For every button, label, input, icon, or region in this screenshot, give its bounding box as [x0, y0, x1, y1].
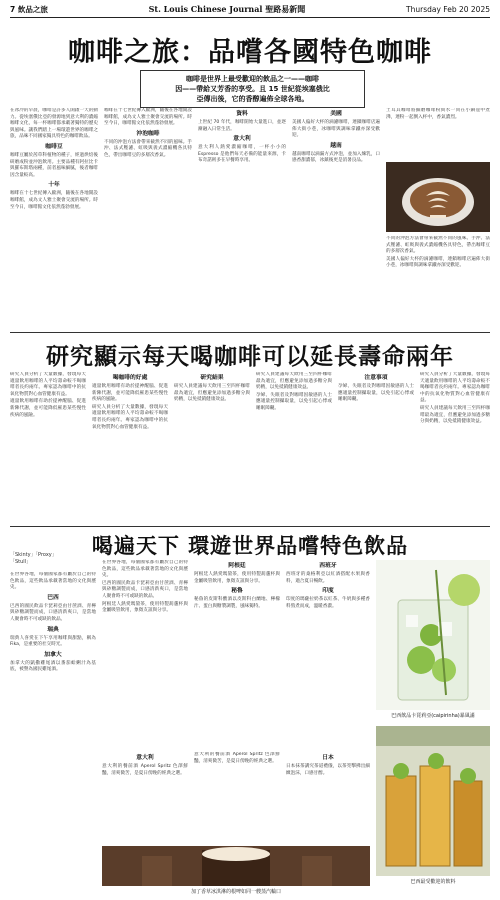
brazil-drinks-image: [376, 726, 490, 876]
subheading: 日本: [322, 755, 334, 761]
subheading: 印度: [322, 588, 334, 595]
paragraph: 意大利的餐前酒 Aperol Spritz 色澤鮮豔，清爽微苦，是夏日傍晚的經典之選。: [102, 764, 188, 776]
paragraph: 意大利的餐前酒 Aperol Spritz 色澤鮮豔，清爽微苦，是夏日傍晚的經典之選。: [194, 752, 280, 764]
subheading: 越南: [330, 142, 342, 149]
paragraph: 咖啡在十七世紀傳入歐洲，隨後在各地開設咖啡館，成為文人雅士聚會交流的場所。時至今日，咖啡館文化依然蓬勃發展。: [10, 191, 98, 210]
paragraph: 日本抹茶講究茶道禮儀，以茶筅擊拂出細緻泡沫，口感甘醇。: [286, 764, 370, 776]
subheading: 阿根廷: [228, 563, 246, 569]
subheading: 注意事項: [364, 375, 388, 381]
paragraph: 咖啡豆屬於茜草科植物的種子，經過烘焙後研磨成粉並沖泡飲用。主要品種有阿拉比卡與羅布斯塔兩種，前者風味細膩，後者咖啡因含量較高。: [10, 152, 98, 178]
subheading: 喝咖啡的好處: [112, 375, 148, 381]
paragraph: 西班牙的桑格利亞以紅酒搭配水果與香料，適合夏日暢飲。: [286, 572, 370, 584]
subheading: 咖啡豆: [45, 143, 63, 150]
subheading: 瑞典: [47, 626, 59, 633]
paragraph: 不同的沖泡方法會帶來截然不同的風味。手沖、法式壓濾、虹吸與義式濃縮機各具特色，帶出咖啡豆的多層次香氣。: [386, 236, 490, 255]
subheading: 巴西: [47, 594, 59, 601]
article3-column-1: [10, 572, 96, 890]
article2-column-4: [256, 372, 332, 522]
section-divider: [10, 526, 490, 527]
root-beer-image: [102, 846, 370, 886]
paragraph: 在世界各地，每個國家都有屬於自己的特色飲品，這些飲品承載著當地的文化與歷史。: [102, 560, 188, 579]
subheading: 意大利: [136, 755, 154, 761]
paragraph: 在冰冷的早晨，咖啡是許多人開啟一天的動力。從埃塞俄比亞的發源地到意大利的濃縮咖啡文化，每一杯咖啡都承載著獨特的歷史與風味。讓我們踏上一場環遊世界的咖啡之旅，品味不同國家獨具特色的咖啡飲品。: [10, 108, 98, 140]
paragraph: 研究人員建議每天飲用三至四杯咖啡最為適宜，但應避免添加過多糖分與奶精，以免抵銷健康效益。: [174, 384, 250, 403]
article3-column-2-bottom: [102, 752, 188, 842]
paragraph: 上世紀 70 年代，咖啡開始大量進口，並逐漸融入日常生活。: [198, 120, 286, 132]
article1-column-5-top: [386, 108, 490, 160]
subheading: 西班牙: [319, 563, 337, 569]
article1-column-1: [10, 108, 98, 326]
paragraph: 美國人偏好大杯的滴濾咖啡，連鎖咖啡店遍佈大街小巷，冰咖啡與調味拿鐵亦深受歡迎。: [386, 256, 490, 269]
subheading: 十年: [48, 182, 60, 189]
section-label: 7 飲品之旅: [10, 4, 48, 14]
root-beer-float-photo: [102, 846, 370, 886]
pull-quote: 「Skinty」「Proxy」「Stull」: [10, 552, 57, 565]
paragraph: 越南咖啡以滴漏方式沖泡，並加入煉乳，口感香甜濃郁，冰鎮後更是消暑良品。: [292, 151, 380, 164]
article1-column-3: [198, 108, 286, 326]
subheading: 意大利: [233, 136, 251, 143]
article2-headline: 研究顯示每天喝咖啡可以延長壽命兩年: [46, 343, 454, 370]
paragraph: 秘魯的皮斯科酸酒以皮斯科白蘭地、檸檬汁、蛋白與糖漿調製，風味獨特。: [194, 597, 280, 609]
latte-art-image: [386, 162, 490, 232]
paragraph: 意大利人熱愛濃縮咖啡，一杯小小的 Espresso 是他們每天必備的能量來源，卡布奇諾則多在早餐時享用。: [198, 145, 286, 164]
article3-column-4-bottom: [286, 752, 370, 842]
paragraph: 研究人員建議每天飲用三至四杯咖啡最為適宜，但應避免添加過多糖分與奶精，以免抵銷健康效益。: [256, 372, 332, 391]
paragraph: 不同的沖泡方法會帶來截然不同的風味。手沖、法式壓濾、虹吸與義式濃縮機各具特色，帶出咖啡豆的多層次香氣。: [104, 139, 192, 158]
section-divider: [10, 332, 490, 333]
standfirst-line: 因——帶給又芳香的享受。且 15 世紀從埃塞俄比: [175, 85, 330, 93]
paragraph: 印度的瑪薩拉奶茶以紅茶、牛奶與多種香料熬煮而成，溫暖香濃。: [286, 597, 370, 609]
paragraph: 孕婦、失眠者及對咖啡因敏感的人士應適量控制攝取量，以免引起心悸或睡眠障礙。: [256, 392, 332, 411]
article1-column-5-bottom: [386, 236, 490, 326]
article3-column-2: [102, 560, 188, 750]
article2-column-1: [10, 372, 86, 522]
article3-headline: 喝遍天下 環遊世界品嚐特色飲品: [91, 533, 409, 558]
paragraph: 咖啡在十七世紀傳入歐洲，隨後在各地開設咖啡館，成為文人雅士聚會交流的場所。時至今日，咖啡館文化依然蓬勃發展。: [104, 108, 192, 127]
newspaper-title: St. Louis Chinese Journal 聖路易新聞: [148, 3, 306, 14]
article1-headline: 咖啡之旅：品嚐各國特色咖啡: [68, 37, 432, 68]
caipirinha-photo: [376, 560, 490, 710]
standfirst-line: 咖啡是世界上最受歡迎的飲品之一——咖啡: [186, 75, 319, 83]
paragraph: 在世界各地，每個國家都有屬於自己的特色飲品，這些飲品承載著當地的文化與歷史。: [10, 572, 96, 591]
paragraph: 加拿大的凱撒雞尾酒以番茄蛤蜊汁為基底，被譽為國民雞尾酒。: [10, 660, 96, 673]
subheading: 秘魯: [231, 588, 243, 595]
article2-column-2: [92, 372, 168, 522]
paragraph: 美國人偏好大杯的滴濾咖啡，連鎖咖啡店遍佈大街小巷，冰咖啡與調味拿鐵亦深受歡迎。: [292, 120, 380, 139]
paragraph: 阿根廷人熱愛瑪黛茶，使用特製葫蘆杯與金屬吸管飲用，象徵友誼與分享。: [102, 601, 188, 614]
brazil-drinks-caption: 巴西最受歡迎的飲料: [410, 879, 456, 885]
paragraph: 研究人員分析了大量數據，發現每天適量飲用咖啡的人平均壽命較不喝咖啡者長約兩年。專家認為咖啡中的抗氧化物質對心血管健康有益。: [420, 372, 490, 404]
brazil-drinks-photo: [376, 726, 490, 876]
paragraph: 巴西的國民飲品卡琵莉亞由甘蔗酒、青檸與砂糖調製而成，口感清新爽口，是當地人聚會時不可或缺的飲品。: [10, 603, 96, 622]
root-beer-caption: 加了香草冰淇淋的根啤如同一艘蒸汽輪口: [190, 889, 281, 895]
caipirinha-caption: 巴西飲品卡琵莉亞(caipirinha)暴風滿: [391, 713, 475, 719]
paragraph: 巴西的國民飲品卡琵莉亞由甘蔗酒、青檸與砂糖調製而成，口感清新爽口，是當地人聚會時不可或缺的飲品。: [102, 580, 188, 599]
subheading: 沖泡咖啡: [136, 130, 160, 137]
paragraph: 研究人員分析了大量數據，發現每天適量飲用咖啡的人平均壽命較不喝咖啡者長約兩年。專家認為咖啡中的抗氧化物質對心血管健康有益。: [10, 372, 86, 397]
issue-date: Thursday Feb 20 2025: [406, 4, 490, 14]
paragraph: 土耳其咖啡將細磨咖啡粉與水一同在小銅壺中煮沸，連粉一起倒入杯中，香氣濃烈。: [386, 108, 490, 120]
masthead: [10, 3, 490, 18]
article1-standfirst: [140, 70, 365, 108]
paragraph: 適量飲用咖啡有助於提神醒腦、促進新陳代謝，並可能降低罹患某些慢性疾病的風險。: [92, 384, 168, 403]
article2-column-3: [174, 372, 250, 522]
article2-column-6: [420, 372, 490, 522]
paragraph: 瑞典人喜愛在下午享用咖啡與甜點，稱為 Fika，是重要的社交時光。: [10, 635, 96, 648]
article1-column-4: [292, 108, 380, 326]
coffee-cup-photo: [386, 162, 490, 232]
article3-column-4: [286, 560, 370, 750]
paragraph: 孕婦、失眠者及對咖啡因敏感的人士應適量控制攝取量，以免引起心悸或睡眠障礙。: [338, 384, 414, 403]
article3-column-3-bottom: [194, 752, 280, 842]
article1-column-2: [104, 108, 192, 326]
paragraph: 研究人員分析了大量數據，發現每天適量飲用咖啡的人平均壽命較不喝咖啡者長約兩年。專家認為咖啡中的抗氧化物質對心血管健康有益。: [92, 404, 168, 430]
subheading: 研究結果: [200, 375, 224, 381]
paragraph: 研究人員建議每天飲用三至四杯咖啡最為適宜，但應避免添加過多糖分與奶精，以免抵銷健康效益。: [420, 405, 490, 425]
caipirinha-image: [376, 560, 490, 710]
article3-column-3: [194, 560, 280, 750]
paragraph: 阿根廷人熱愛瑪黛茶，使用特製葫蘆杯與金屬吸管飲用，象徵友誼與分享。: [194, 572, 280, 584]
subheading: 資料: [236, 111, 248, 117]
standfirst-line: 亞傳出後，它的香醇遍佈全球各地。: [196, 95, 309, 103]
paragraph: 適量飲用咖啡有助於提神醒腦、促進新陳代謝，並可能降低罹患某些慢性疾病的風險。: [10, 399, 86, 418]
subheading: 加拿大: [44, 651, 62, 658]
article2-column-5: [338, 372, 414, 522]
subheading: 美國: [330, 111, 342, 117]
